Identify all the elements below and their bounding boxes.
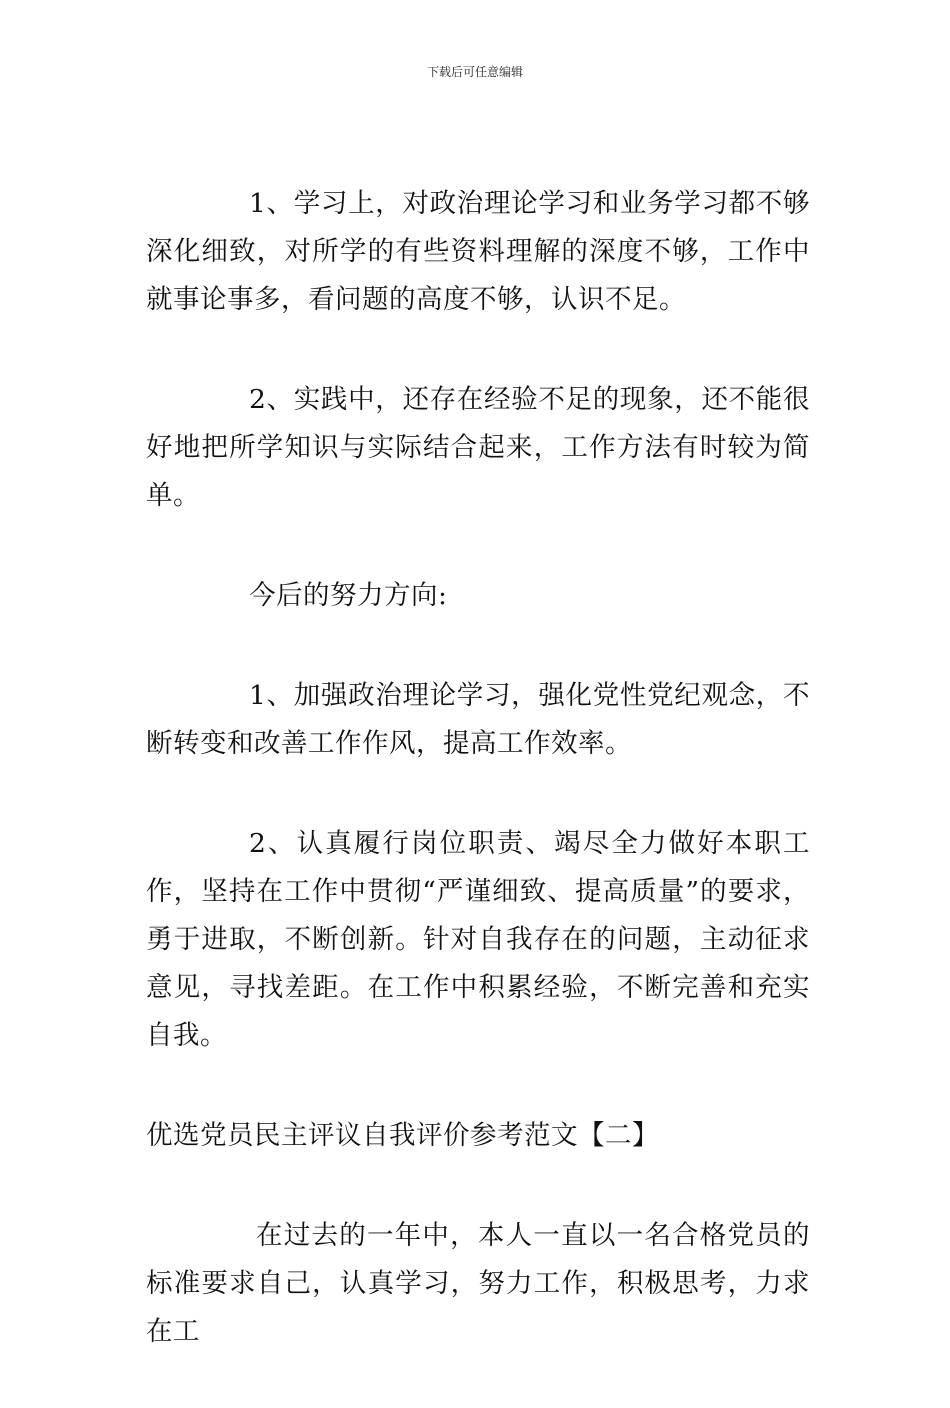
page-header: 下载后可任意编辑 — [426, 65, 523, 79]
paragraph-future-direction-title: 今后的努力方向: — [249, 580, 448, 611]
document-body — [146, 180, 810, 1408]
paragraph-direction-duties: 2、认真履行岗位职责、竭尽全力做好本职工作，坚持在工作中贯彻“严谨细致、提高质量”的要求，勇于进取，不断创新。针对自我存在的问题，主动征求意见，寻找差距。在工作中积累经验，不断完善和充实自我。 — [146, 828, 810, 1051]
paragraph-sample-two-intro: 在过去的一年中，本人一直以一名合格党员的标准要求自己，认真学习，努力工作，积极思考，力求在工 — [146, 1220, 810, 1347]
section-heading-sample-two: 优选党员民主评议自我评价参考范文【二】 — [146, 1120, 659, 1151]
paragraph-practice-shortcoming: 2、实践中，还存在经验不足的现象，还不能很好地把所学知识与实际结合起来，工作方法有时较为简单。 — [146, 384, 810, 511]
paragraph-direction-theory-study: 1、加强政治理论学习，强化党性党纪观念，不断转变和改善工作作风，提高工作效率。 — [146, 680, 810, 759]
paragraph-study-shortcoming: 1、学习上，对政治理论学习和业务学习都不够深化细致，对所学的有些资料理解的深度不够，工作中就事论事多，看问题的高度不够，认识不足。 — [146, 188, 810, 315]
